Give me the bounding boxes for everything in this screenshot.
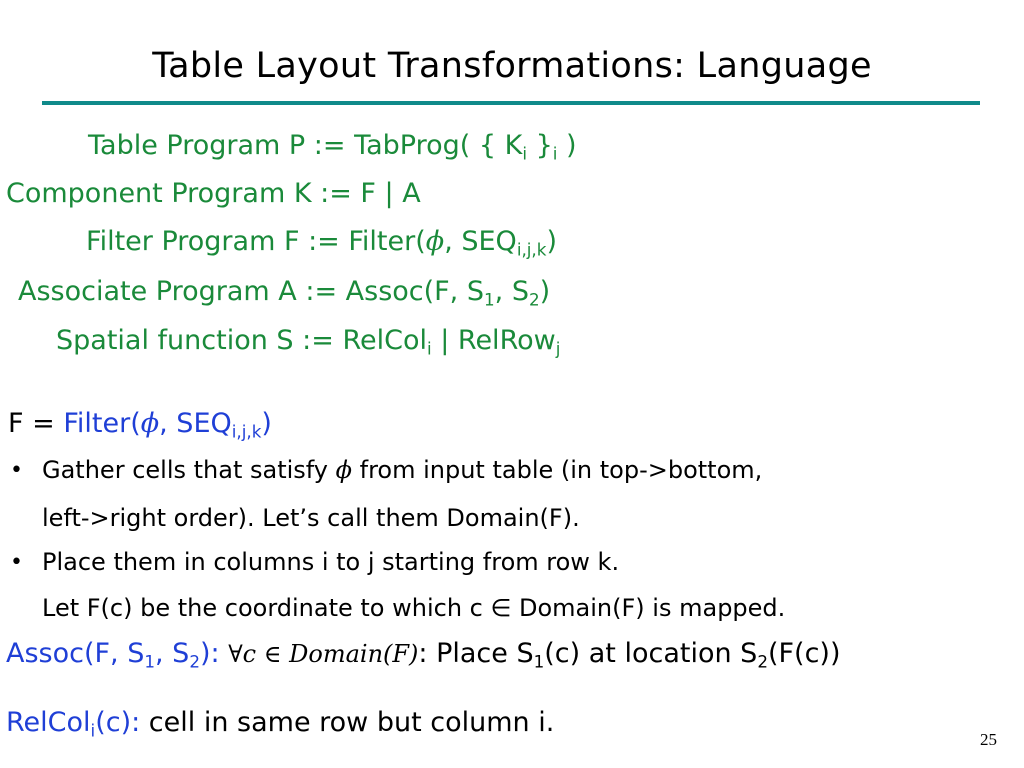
page-number: 25 xyxy=(980,730,997,749)
bullet-icon: • xyxy=(10,458,23,483)
bullet-text: Gather cells that satisfy xyxy=(42,456,336,484)
filter-text: , SEQ xyxy=(159,408,232,439)
grammar-text: ) xyxy=(546,226,557,257)
phi-symbol: ϕ xyxy=(425,226,445,257)
relcol-text: RelCol xyxy=(6,707,91,738)
assoc-sub: 2 xyxy=(189,651,200,672)
phi-symbol: ϕ xyxy=(140,408,160,439)
grammar-text: Spatial function S := RelCol xyxy=(56,325,427,356)
grammar-sub: i xyxy=(552,143,558,164)
assoc-text: Assoc(F, S xyxy=(6,638,145,669)
filter-sub: i,j,k xyxy=(231,421,262,442)
bullet-text: from input table (in top->bottom, xyxy=(352,456,763,484)
relcol-expression xyxy=(6,707,141,741)
assoc-text: ): xyxy=(199,638,229,669)
filter-expression xyxy=(63,408,272,442)
relcol-definition xyxy=(6,707,555,741)
grammar-sub: i xyxy=(522,143,527,164)
grammar-text: ) xyxy=(539,276,551,307)
bullet-gather-line2: left->right order). Let’s call them Domain(F). xyxy=(42,504,580,532)
assoc-desc-sub: 2 xyxy=(757,651,768,672)
grammar-sub: j xyxy=(555,338,561,359)
filter-text: Filter( xyxy=(63,408,141,439)
bullet-place-line2: Let F(c) be the coordinate to which c ∈ Domain(F) is mapped. xyxy=(42,594,786,622)
assoc-desc: : Place S xyxy=(418,638,534,669)
assoc-definition xyxy=(6,638,841,672)
grammar-table-program xyxy=(88,130,577,164)
grammar-text: Table Program P := TabProg( { K xyxy=(88,130,523,161)
grammar-filter-program xyxy=(86,226,557,260)
assoc-expression xyxy=(6,638,229,672)
assoc-text: , S xyxy=(155,638,190,669)
grammar-component-program: Component Program K := F | A xyxy=(6,178,421,209)
grammar-text: ) xyxy=(557,130,577,161)
assoc-desc: (c) at location S xyxy=(544,638,758,669)
grammar-associate-program xyxy=(18,276,551,310)
grammar-text: } xyxy=(527,130,553,161)
grammar-sub: i xyxy=(426,338,432,359)
grammar-sub: 2 xyxy=(528,289,540,310)
grammar-text: Filter Program F := Filter( xyxy=(86,226,426,257)
grammar-spatial-function xyxy=(56,325,561,359)
slide-title: Table Layout Transformations: Language xyxy=(152,46,872,86)
grammar-text: , SEQ xyxy=(444,226,517,257)
relcol-sub: i xyxy=(90,720,96,741)
grammar-text: Associate Program A := Assoc(F, S xyxy=(18,276,484,307)
grammar-sub: i,j,k xyxy=(516,239,547,260)
title-divider xyxy=(42,101,980,105)
relcol-desc: cell in same row but column i. xyxy=(140,707,555,738)
bullet-place-line1: Place them in columns i to j starting from row k. xyxy=(42,548,620,576)
grammar-text: , S xyxy=(494,276,529,307)
filter-definition xyxy=(8,408,272,442)
phi-symbol: ϕ xyxy=(335,456,352,484)
bullet-icon: • xyxy=(10,550,23,575)
grammar-text: | RelRow xyxy=(431,325,556,356)
filter-lead: F = xyxy=(8,408,64,439)
bullet-gather-line1 xyxy=(42,456,762,484)
grammar-sub: 1 xyxy=(484,289,495,310)
assoc-desc: (F(c)) xyxy=(767,638,841,669)
filter-text: ) xyxy=(261,408,272,439)
assoc-sub: 1 xyxy=(144,651,155,672)
assoc-desc-sub: 1 xyxy=(533,651,545,672)
relcol-text: (c): xyxy=(95,707,141,738)
forall-domain-math: ∀c ∈ Domain(F) xyxy=(228,640,419,668)
